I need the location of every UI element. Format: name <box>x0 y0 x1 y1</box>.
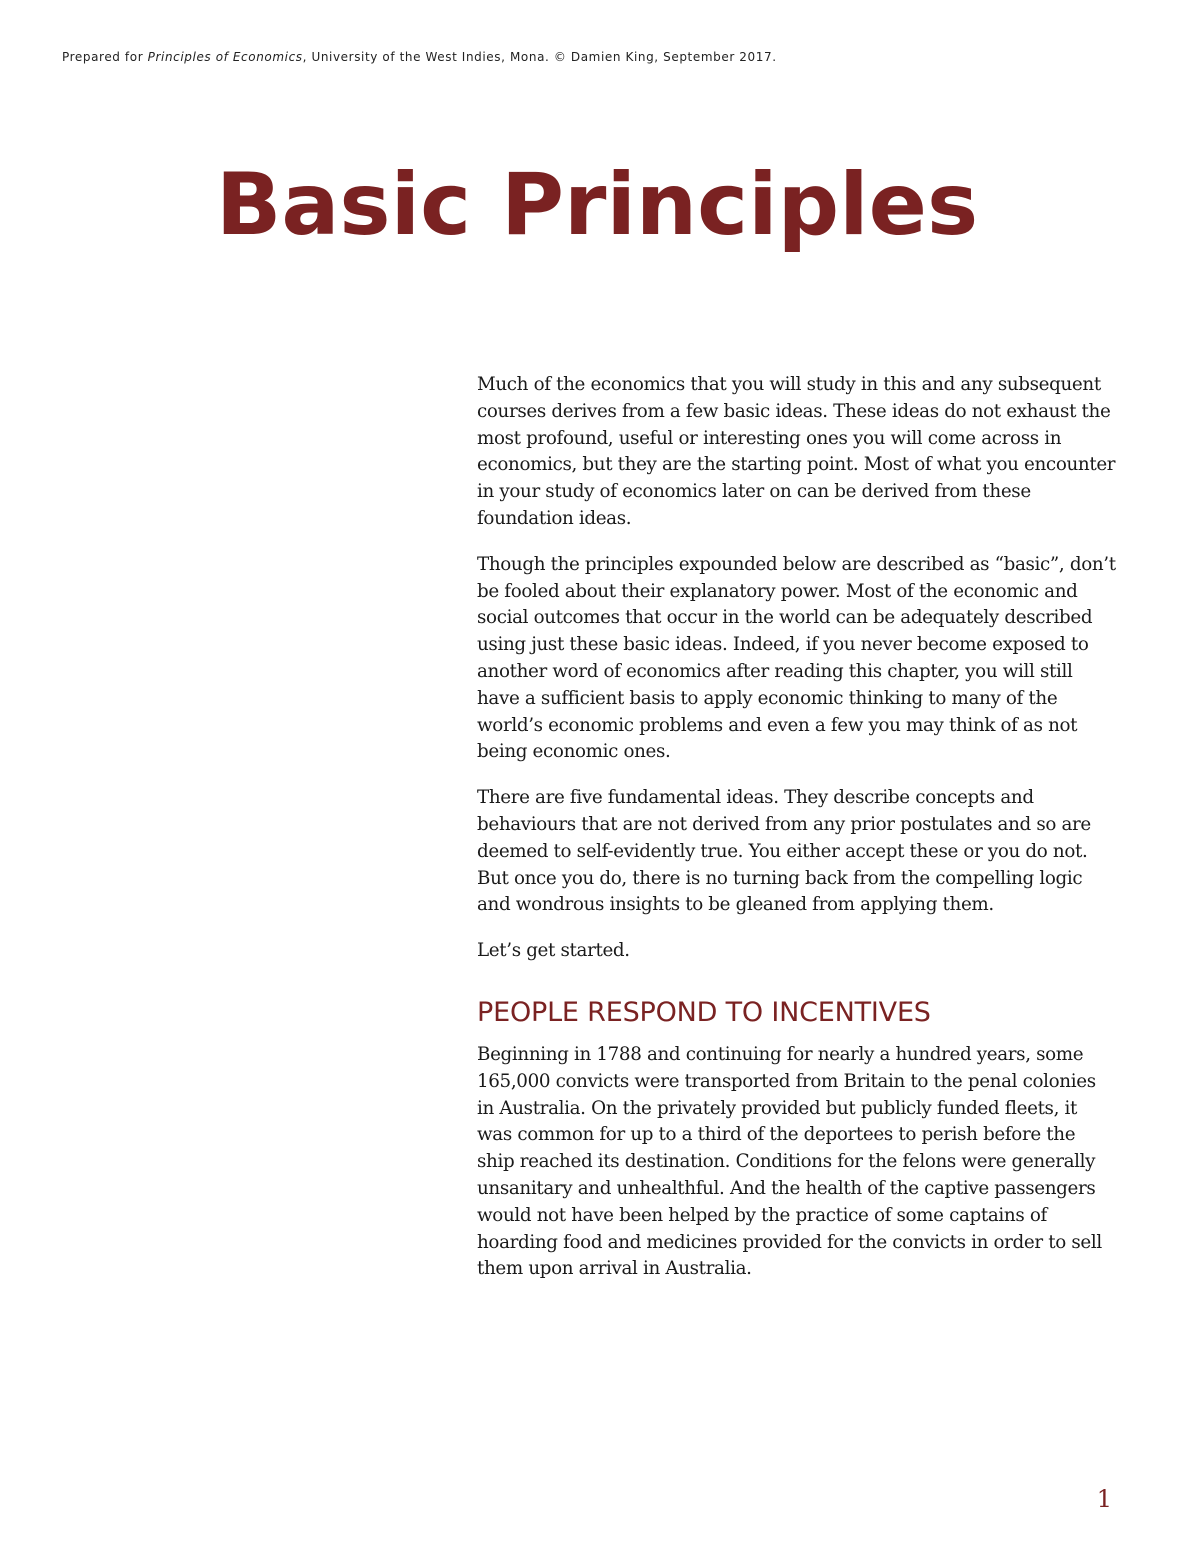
intro-paragraph-2: Though the principles expounded below are described as “basic”, don’t be fooled about their explanatory power. Most of the economic and social outcomes that occur in the world can be adequately described using just these basic ideas. Indeed, if you never become exposed to another word of economics after reading this chapter, you will still have a sufficient basis to apply economic thinking to many of the world’s economic problems and even a few you may think of as not being economic ones. <box>477 553 1116 763</box>
main-content <box>477 372 1117 1302</box>
header-suffix: , University of the West Indies, Mona. © Damien King, September 2017. <box>302 50 777 64</box>
intro-paragraph-1: Much of the economics that you will study in this and any subsequent courses derives from a few basic ideas. These ideas do not exhaust the most profound, useful or interesting ones you will come across in economics, but they are the starting point. Most of what you encounter in your study of economics later on can be derived from these foundation ideas. <box>477 374 1116 529</box>
section-heading: PEOPLE RESPOND TO INCENTIVES <box>477 996 931 1028</box>
intro-paragraph-4: Let’s get started. <box>477 940 630 962</box>
header-prefix: Prepared for <box>62 50 148 64</box>
header-note <box>62 50 777 64</box>
section-paragraph: Beginning in 1788 and continuing for nearly a hundred years, some 165,000 convicts were transported from Britain to the penal colonies in Australia. On the privately provided but publicly funded fleets, it was common for up to a third of the deportees to perish before the ship reached its destination. Conditions for the felons were generally unsanitary and unhealthful. And the health of the captive passengers would not have been helped by the practice of some captains of hoarding food and medicines provided for the convicts in order to sell them upon arrival in Australia. <box>477 1043 1102 1280</box>
page-number: 1 <box>1096 1485 1112 1513</box>
page-title: Basic Principles <box>215 155 979 255</box>
header-course-title: Principles of Economics <box>147 50 303 64</box>
intro-paragraph-3: There are five fundamental ideas. They describe concepts and behaviours that are not derived from any prior postulates and so are deemed to self-evidently true. You either accept these or you do not. But once you do, there is no turning back from the compelling logic and wondrous insights to be gleaned from applying them. <box>477 787 1091 916</box>
